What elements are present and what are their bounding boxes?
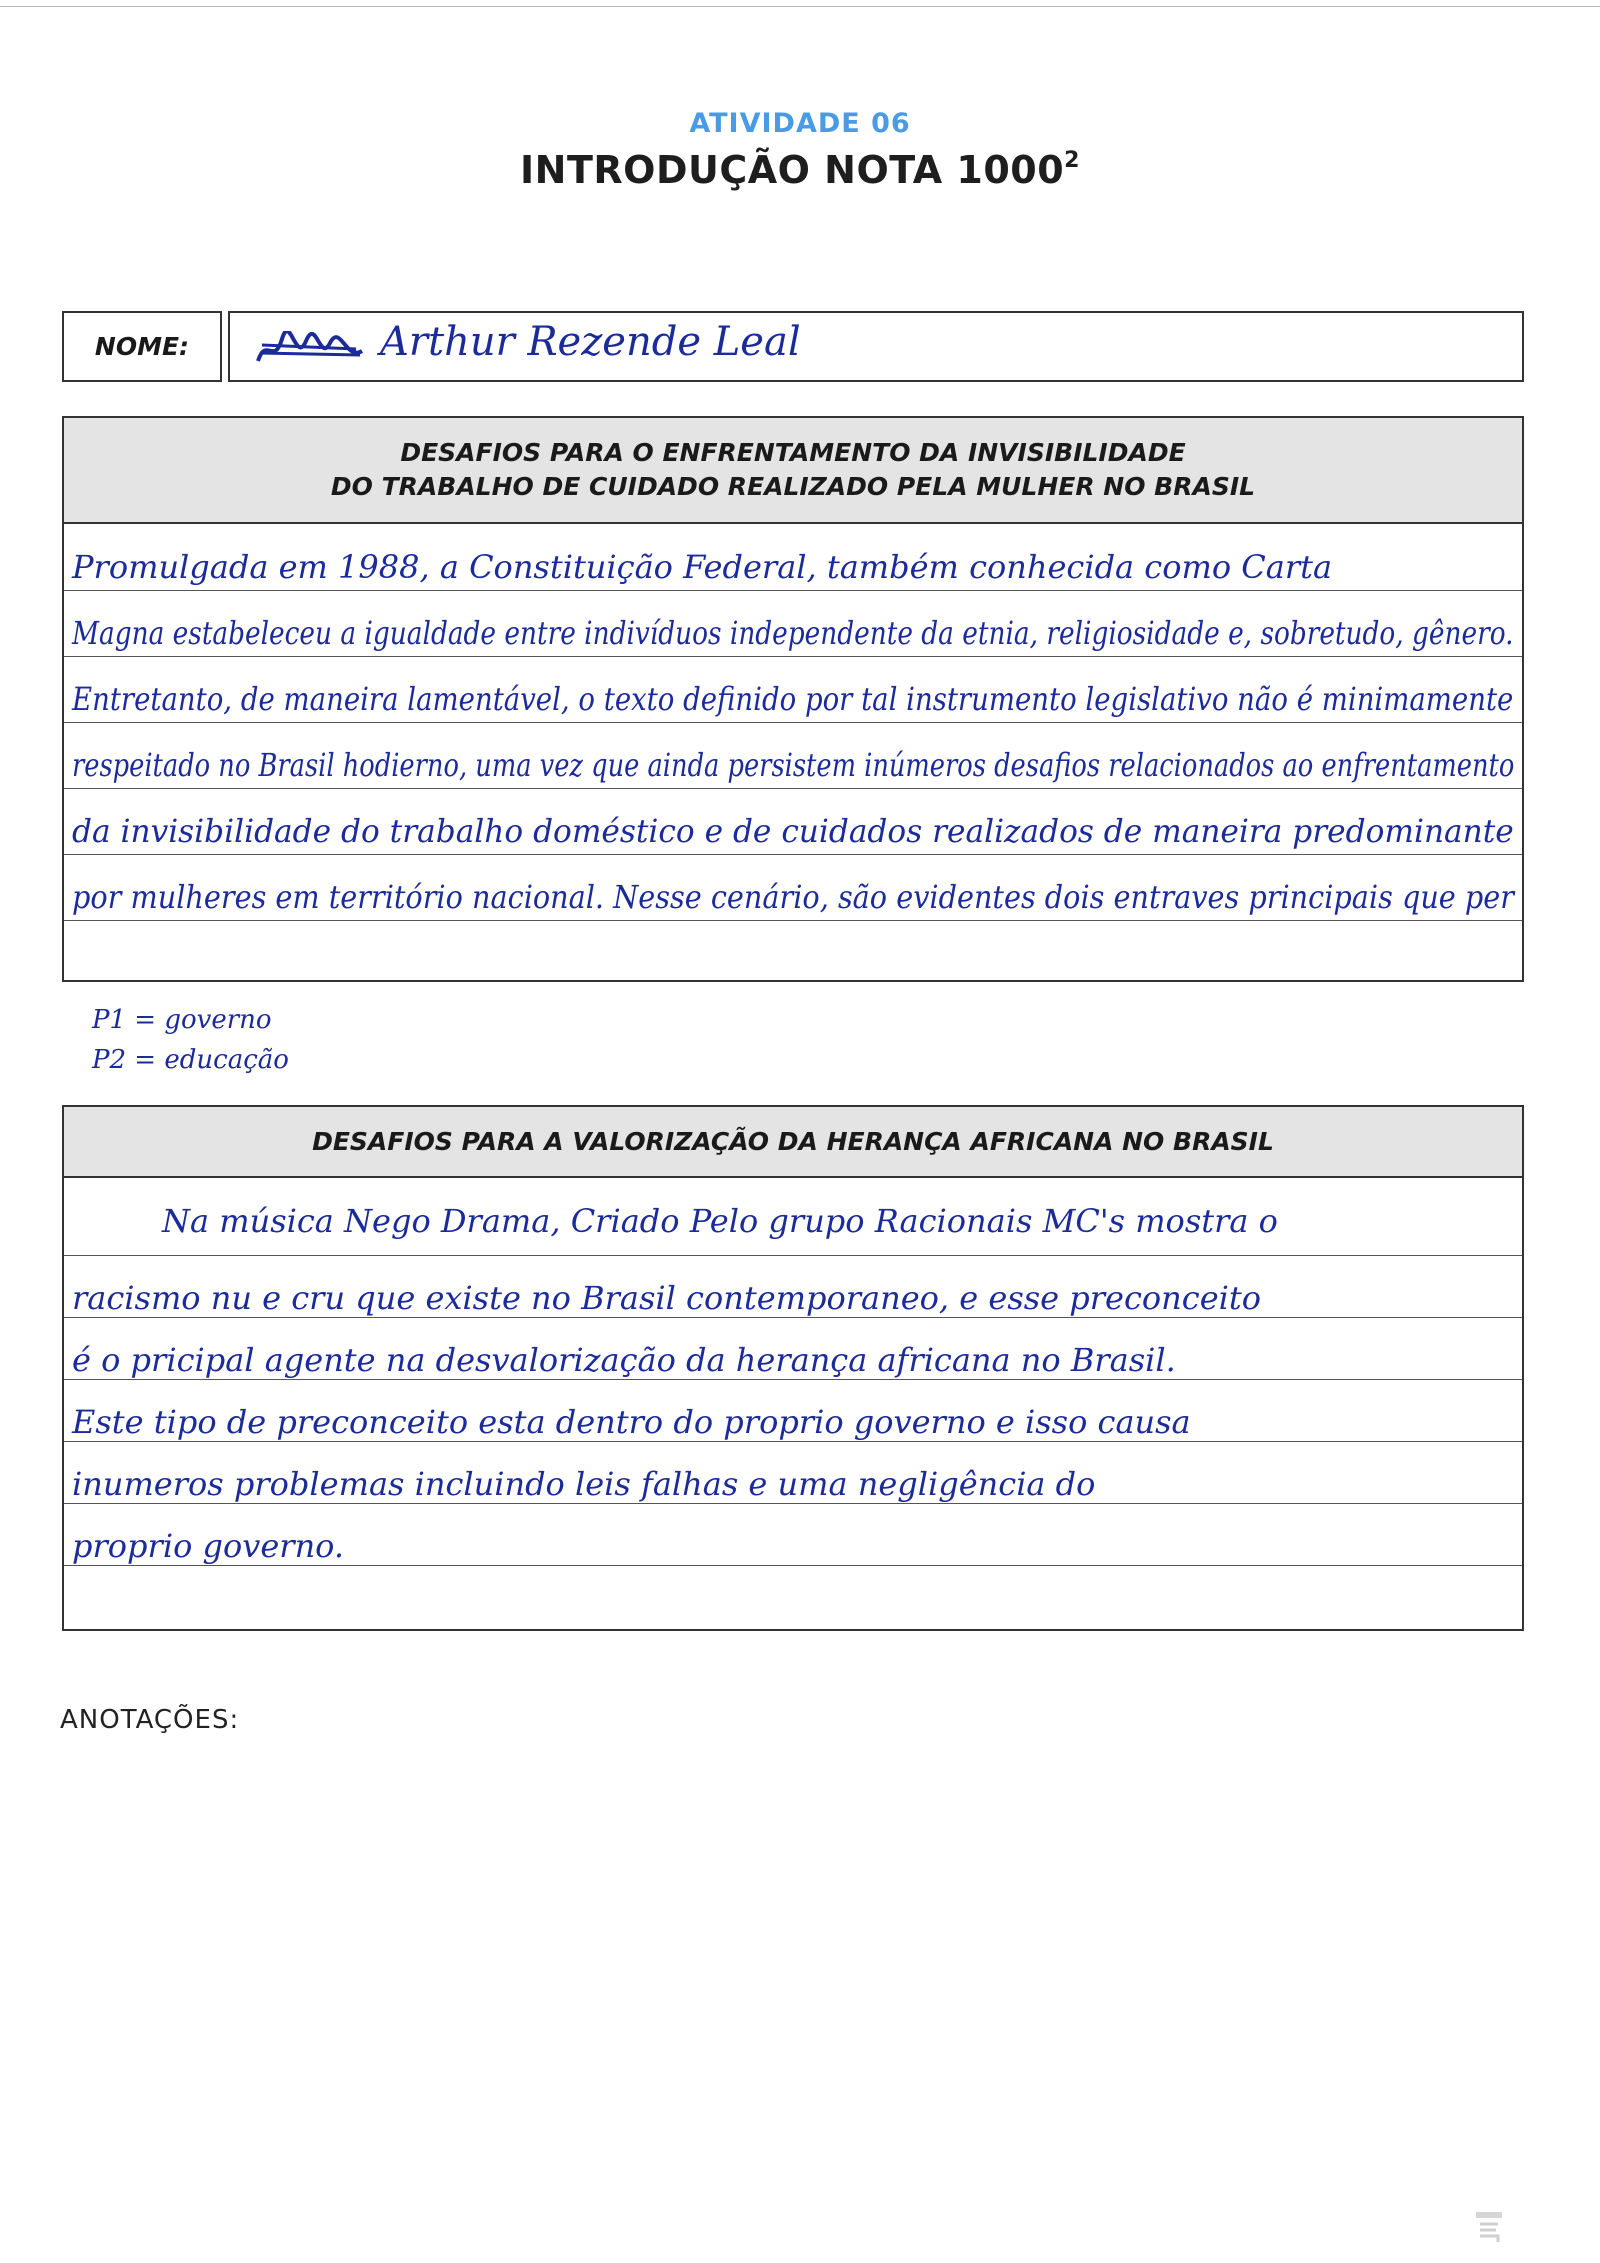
line-text: é o pricipal agente na desvalorização da herança africana no Brasil.	[72, 1341, 1176, 1379]
name-label-box	[62, 311, 222, 382]
line-text: Este tipo de preconceito esta dentro do proprio governo e isso causa	[72, 1403, 1191, 1441]
name-label: NOME:	[94, 332, 190, 361]
essay-section-1	[62, 416, 1524, 982]
line-text: Magna estabeleceu a igualdade entre indivíduos independente da etnia, religiosidade e, sobretudo, gênero.	[72, 614, 1514, 652]
writing-line	[64, 788, 1522, 856]
margin-notes	[92, 1000, 289, 1080]
writing-line	[64, 1379, 1522, 1447]
writing-line	[64, 1503, 1522, 1571]
margin-note: P1 = governo	[92, 1005, 272, 1035]
writing-line	[64, 656, 1522, 724]
writing-line	[64, 722, 1522, 790]
writing-line	[64, 1317, 1522, 1385]
writing-line	[64, 1441, 1522, 1509]
line-text: respeitado no Brasil hodierno, uma vez que ainda persistem inúmeros desafios relacionados ao enfrentamento	[72, 746, 1515, 784]
line-text: racismo nu e cru que existe no Brasil contemporaneo, e esse preconceito	[72, 1279, 1261, 1317]
activity-kicker: ATIVIDADE 06	[689, 108, 911, 139]
line-text: por mulheres em território nacional. Nesse cenário, são evidentes dois entraves principais que per	[72, 878, 1514, 916]
line-text: proprio governo.	[72, 1527, 345, 1565]
writing-line	[64, 590, 1522, 658]
page-title-text: INTRODUÇÃO NOTA 1000	[520, 148, 1065, 192]
section-1-header	[64, 418, 1522, 524]
line-text: Na música Nego Drama, Criado Pelo grupo Racionais MC's mostra o	[162, 1202, 1278, 1240]
crossed-out-scribble	[256, 331, 366, 369]
section-1-writing-lines[interactable]	[64, 524, 1522, 980]
essay-section-2	[62, 1105, 1524, 1631]
writing-line	[64, 524, 1522, 592]
line-text: Entretanto, de maneira lamentável, o texto definido por tal instrumento legislativo não é minimamente	[72, 680, 1514, 718]
writing-line	[64, 1255, 1522, 1323]
section-2-header	[64, 1107, 1522, 1178]
page-corner-mark	[1474, 2210, 1504, 2244]
writing-line	[64, 854, 1522, 922]
page-mark-icon	[1474, 2210, 1504, 2244]
section-2-writing-lines[interactable]	[64, 1178, 1522, 1629]
rule-line	[64, 1565, 1522, 1566]
margin-note: P2 = educação	[92, 1045, 289, 1075]
writing-line	[64, 1178, 1522, 1246]
line-text: Promulgada em 1988, a Constituição Federal, também conhecida como Carta	[72, 548, 1333, 586]
name-value: Arthur Rezende Leal	[380, 319, 801, 365]
section-2-title: DESAFIOS PARA A VALORIZAÇÃO DA HERANÇA AFRICANA NO BRASIL	[312, 1126, 1274, 1156]
line-text: inumeros problemas incluindo leis falhas e uma negligência do	[72, 1465, 1096, 1503]
line-text: da invisibilidade do trabalho doméstico e de cuidados realizados de maneira predominante	[72, 812, 1514, 850]
notes-label: ANOTAÇÕES:	[60, 1705, 240, 1735]
page-title-superscript: 2	[1064, 148, 1080, 173]
section-1-title-line-2: DO TRABALHO DE CUIDADO REALIZADO PELA MULHER NO BRASIL	[330, 472, 1256, 501]
rule-line	[64, 920, 1522, 921]
section-1-title-line-1: DESAFIOS PARA O ENFRENTAMENTO DA INVISIBILIDADE	[400, 438, 1186, 467]
page-top-rule	[0, 6, 1600, 7]
name-field[interactable]	[228, 311, 1524, 382]
page-title	[0, 148, 1600, 192]
